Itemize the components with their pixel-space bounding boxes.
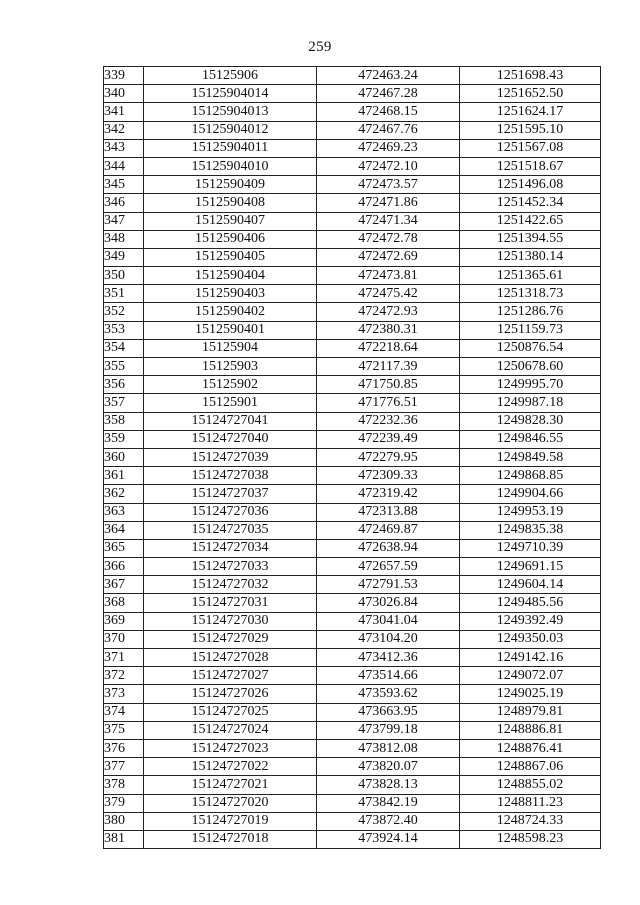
- point-id-cell: 1512590409: [144, 176, 317, 194]
- x-coordinate-cell: 473663.95: [317, 703, 460, 721]
- row-number-cell: 357: [104, 394, 144, 412]
- y-coordinate-cell: 1251380.14: [460, 248, 601, 266]
- y-coordinate-cell: 1249604.14: [460, 576, 601, 594]
- point-id-cell: 15125903: [144, 358, 317, 376]
- y-coordinate-cell: 1251595.10: [460, 121, 601, 139]
- y-coordinate-cell: 1249953.19: [460, 503, 601, 521]
- point-id-cell: 15124727040: [144, 430, 317, 448]
- x-coordinate-cell: 472471.34: [317, 212, 460, 230]
- coordinates-table-body: [104, 67, 601, 849]
- table-row: [104, 85, 601, 103]
- row-number-cell: 367: [104, 576, 144, 594]
- row-number-cell: 378: [104, 776, 144, 794]
- table-row: [104, 339, 601, 357]
- row-number-cell: 361: [104, 467, 144, 485]
- table-row: [104, 394, 601, 412]
- table-row: [104, 448, 601, 466]
- row-number-cell: 380: [104, 812, 144, 830]
- row-number-cell: 374: [104, 703, 144, 721]
- x-coordinate-cell: 473514.66: [317, 667, 460, 685]
- row-number-cell: 343: [104, 139, 144, 157]
- row-number-cell: 347: [104, 212, 144, 230]
- y-coordinate-cell: 1250876.54: [460, 339, 601, 357]
- point-id-cell: 15124727041: [144, 412, 317, 430]
- table-row: [104, 121, 601, 139]
- x-coordinate-cell: 472472.78: [317, 230, 460, 248]
- x-coordinate-cell: 472638.94: [317, 539, 460, 557]
- point-id-cell: 1512590405: [144, 248, 317, 266]
- y-coordinate-cell: 1248876.41: [460, 739, 601, 757]
- point-id-cell: 15124727027: [144, 667, 317, 685]
- x-coordinate-cell: 472472.69: [317, 248, 460, 266]
- y-coordinate-cell: 1248867.06: [460, 758, 601, 776]
- y-coordinate-cell: 1249849.58: [460, 448, 601, 466]
- table-row: [104, 758, 601, 776]
- point-id-cell: 15124727021: [144, 776, 317, 794]
- page-number: 259: [308, 39, 332, 55]
- point-id-cell: 15124727019: [144, 812, 317, 830]
- row-number-cell: 344: [104, 157, 144, 175]
- row-number-cell: 363: [104, 503, 144, 521]
- table-row: [104, 558, 601, 576]
- point-id-cell: 15124727030: [144, 612, 317, 630]
- row-number-cell: 376: [104, 739, 144, 757]
- row-number-cell: 372: [104, 667, 144, 685]
- row-number-cell: 359: [104, 430, 144, 448]
- y-coordinate-cell: 1251496.08: [460, 176, 601, 194]
- point-id-cell: 15124727028: [144, 649, 317, 667]
- y-coordinate-cell: 1249350.03: [460, 630, 601, 648]
- y-coordinate-cell: 1249904.66: [460, 485, 601, 503]
- x-coordinate-cell: 473104.20: [317, 630, 460, 648]
- y-coordinate-cell: 1249828.30: [460, 412, 601, 430]
- y-coordinate-cell: 1249691.15: [460, 558, 601, 576]
- row-number-cell: 351: [104, 285, 144, 303]
- y-coordinate-cell: 1249025.19: [460, 685, 601, 703]
- table-row: [104, 467, 601, 485]
- x-coordinate-cell: 472471.86: [317, 194, 460, 212]
- table-row: [104, 630, 601, 648]
- point-id-cell: 15124727039: [144, 448, 317, 466]
- row-number-cell: 364: [104, 521, 144, 539]
- table-row: [104, 667, 601, 685]
- y-coordinate-cell: 1248979.81: [460, 703, 601, 721]
- table-row: [104, 703, 601, 721]
- y-coordinate-cell: 1251159.73: [460, 321, 601, 339]
- row-number-cell: 366: [104, 558, 144, 576]
- x-coordinate-cell: 472469.23: [317, 139, 460, 157]
- x-coordinate-cell: 473924.14: [317, 830, 460, 848]
- x-coordinate-cell: 473842.19: [317, 794, 460, 812]
- row-number-cell: 381: [104, 830, 144, 848]
- table-row: [104, 503, 601, 521]
- table-row: [104, 649, 601, 667]
- x-coordinate-cell: 472467.76: [317, 121, 460, 139]
- point-id-cell: 15124727032: [144, 576, 317, 594]
- table-row: [104, 739, 601, 757]
- point-id-cell: 15124727033: [144, 558, 317, 576]
- row-number-cell: 369: [104, 612, 144, 630]
- table-row: [104, 248, 601, 266]
- x-coordinate-cell: 473799.18: [317, 721, 460, 739]
- point-id-cell: 15125904: [144, 339, 317, 357]
- y-coordinate-cell: 1251318.73: [460, 285, 601, 303]
- row-number-cell: 340: [104, 85, 144, 103]
- x-coordinate-cell: 473593.62: [317, 685, 460, 703]
- table-row: [104, 594, 601, 612]
- y-coordinate-cell: 1249485.56: [460, 594, 601, 612]
- x-coordinate-cell: 473026.84: [317, 594, 460, 612]
- row-number-cell: 346: [104, 194, 144, 212]
- y-coordinate-cell: 1249846.55: [460, 430, 601, 448]
- y-coordinate-cell: 1251567.08: [460, 139, 601, 157]
- point-id-cell: 15124727034: [144, 539, 317, 557]
- x-coordinate-cell: 473412.36: [317, 649, 460, 667]
- table-row: [104, 576, 601, 594]
- point-id-cell: 15124727036: [144, 503, 317, 521]
- row-number-cell: 356: [104, 376, 144, 394]
- row-number-cell: 365: [104, 539, 144, 557]
- x-coordinate-cell: 472473.81: [317, 267, 460, 285]
- y-coordinate-cell: 1249072.07: [460, 667, 601, 685]
- x-coordinate-cell: 472239.49: [317, 430, 460, 448]
- table-row: [104, 376, 601, 394]
- y-coordinate-cell: 1251624.17: [460, 103, 601, 121]
- point-id-cell: 1512590408: [144, 194, 317, 212]
- point-id-cell: 15124727022: [144, 758, 317, 776]
- table-row: [104, 230, 601, 248]
- table-row: [104, 776, 601, 794]
- x-coordinate-cell: 472472.10: [317, 157, 460, 175]
- point-id-cell: 15124727020: [144, 794, 317, 812]
- table-row: [104, 267, 601, 285]
- y-coordinate-cell: 1249835.38: [460, 521, 601, 539]
- x-coordinate-cell: 473041.04: [317, 612, 460, 630]
- table-row: [104, 176, 601, 194]
- table-row: [104, 812, 601, 830]
- row-number-cell: 341: [104, 103, 144, 121]
- y-coordinate-cell: 1249392.49: [460, 612, 601, 630]
- table-row: [104, 321, 601, 339]
- y-coordinate-cell: 1251518.67: [460, 157, 601, 175]
- point-id-cell: 15125906: [144, 67, 317, 85]
- table-row: [104, 212, 601, 230]
- row-number-cell: 349: [104, 248, 144, 266]
- row-number-cell: 377: [104, 758, 144, 776]
- row-number-cell: 371: [104, 649, 144, 667]
- y-coordinate-cell: 1250678.60: [460, 358, 601, 376]
- x-coordinate-cell: 472117.39: [317, 358, 460, 376]
- x-coordinate-cell: 472469.87: [317, 521, 460, 539]
- table-row: [104, 539, 601, 557]
- point-id-cell: 15124727037: [144, 485, 317, 503]
- y-coordinate-cell: 1249710.39: [460, 539, 601, 557]
- y-coordinate-cell: 1251698.43: [460, 67, 601, 85]
- point-id-cell: 15124727026: [144, 685, 317, 703]
- table-row: [104, 521, 601, 539]
- y-coordinate-cell: 1249987.18: [460, 394, 601, 412]
- y-coordinate-cell: 1248598.23: [460, 830, 601, 848]
- point-id-cell: 15124727023: [144, 739, 317, 757]
- row-number-cell: 352: [104, 303, 144, 321]
- x-coordinate-cell: 472463.24: [317, 67, 460, 85]
- x-coordinate-cell: 472309.33: [317, 467, 460, 485]
- x-coordinate-cell: 473828.13: [317, 776, 460, 794]
- table-row: [104, 285, 601, 303]
- point-id-cell: 15124727038: [144, 467, 317, 485]
- table-row: [104, 412, 601, 430]
- table-row: [104, 67, 601, 85]
- point-id-cell: 15124727018: [144, 830, 317, 848]
- point-id-cell: 15124727025: [144, 703, 317, 721]
- point-id-cell: 1512590406: [144, 230, 317, 248]
- table-row: [104, 430, 601, 448]
- y-coordinate-cell: 1251394.55: [460, 230, 601, 248]
- x-coordinate-cell: 472313.88: [317, 503, 460, 521]
- x-coordinate-cell: 471750.85: [317, 376, 460, 394]
- row-number-cell: 342: [104, 121, 144, 139]
- point-id-cell: 15124727029: [144, 630, 317, 648]
- row-number-cell: 362: [104, 485, 144, 503]
- y-coordinate-cell: 1249868.85: [460, 467, 601, 485]
- table-row: [104, 139, 601, 157]
- x-coordinate-cell: 473812.08: [317, 739, 460, 757]
- table-row: [104, 358, 601, 376]
- x-coordinate-cell: 472473.57: [317, 176, 460, 194]
- row-number-cell: 373: [104, 685, 144, 703]
- table-row: [104, 830, 601, 848]
- y-coordinate-cell: 1249142.16: [460, 649, 601, 667]
- y-coordinate-cell: 1249995.70: [460, 376, 601, 394]
- point-id-cell: 1512590404: [144, 267, 317, 285]
- x-coordinate-cell: 472232.36: [317, 412, 460, 430]
- row-number-cell: 353: [104, 321, 144, 339]
- point-id-cell: 1512590401: [144, 321, 317, 339]
- row-number-cell: 358: [104, 412, 144, 430]
- row-number-cell: 375: [104, 721, 144, 739]
- point-id-cell: 15125904011: [144, 139, 317, 157]
- row-number-cell: 345: [104, 176, 144, 194]
- row-number-cell: 348: [104, 230, 144, 248]
- row-number-cell: 360: [104, 448, 144, 466]
- table-row: [104, 794, 601, 812]
- x-coordinate-cell: 472791.53: [317, 576, 460, 594]
- point-id-cell: 15125904010: [144, 157, 317, 175]
- table-row: [104, 485, 601, 503]
- x-coordinate-cell: 472218.64: [317, 339, 460, 357]
- y-coordinate-cell: 1251365.61: [460, 267, 601, 285]
- x-coordinate-cell: 472319.42: [317, 485, 460, 503]
- y-coordinate-cell: 1251422.65: [460, 212, 601, 230]
- point-id-cell: 1512590402: [144, 303, 317, 321]
- table-row: [104, 685, 601, 703]
- x-coordinate-cell: 472380.31: [317, 321, 460, 339]
- x-coordinate-cell: 472475.42: [317, 285, 460, 303]
- y-coordinate-cell: 1251652.50: [460, 85, 601, 103]
- y-coordinate-cell: 1248724.33: [460, 812, 601, 830]
- row-number-cell: 370: [104, 630, 144, 648]
- point-id-cell: 15124727024: [144, 721, 317, 739]
- x-coordinate-cell: 472279.95: [317, 448, 460, 466]
- x-coordinate-cell: 472657.59: [317, 558, 460, 576]
- x-coordinate-cell: 473820.07: [317, 758, 460, 776]
- point-id-cell: 1512590403: [144, 285, 317, 303]
- row-number-cell: 379: [104, 794, 144, 812]
- table-row: [104, 721, 601, 739]
- y-coordinate-cell: 1248811.23: [460, 794, 601, 812]
- x-coordinate-cell: 472468.15: [317, 103, 460, 121]
- coordinates-table: [103, 66, 601, 849]
- point-id-cell: 15125904012: [144, 121, 317, 139]
- row-number-cell: 354: [104, 339, 144, 357]
- point-id-cell: 15124727035: [144, 521, 317, 539]
- x-coordinate-cell: 472467.28: [317, 85, 460, 103]
- table-row: [104, 194, 601, 212]
- table-row: [104, 612, 601, 630]
- row-number-cell: 368: [104, 594, 144, 612]
- table-row: [104, 103, 601, 121]
- y-coordinate-cell: 1248886.81: [460, 721, 601, 739]
- row-number-cell: 350: [104, 267, 144, 285]
- point-id-cell: 15125904014: [144, 85, 317, 103]
- point-id-cell: 15125904013: [144, 103, 317, 121]
- table-row: [104, 303, 601, 321]
- point-id-cell: 1512590407: [144, 212, 317, 230]
- x-coordinate-cell: 471776.51: [317, 394, 460, 412]
- x-coordinate-cell: 473872.40: [317, 812, 460, 830]
- point-id-cell: 15124727031: [144, 594, 317, 612]
- y-coordinate-cell: 1248855.02: [460, 776, 601, 794]
- x-coordinate-cell: 472472.93: [317, 303, 460, 321]
- point-id-cell: 15125901: [144, 394, 317, 412]
- y-coordinate-cell: 1251452.34: [460, 194, 601, 212]
- y-coordinate-cell: 1251286.76: [460, 303, 601, 321]
- table-row: [104, 157, 601, 175]
- row-number-cell: 355: [104, 358, 144, 376]
- row-number-cell: 339: [104, 67, 144, 85]
- point-id-cell: 15125902: [144, 376, 317, 394]
